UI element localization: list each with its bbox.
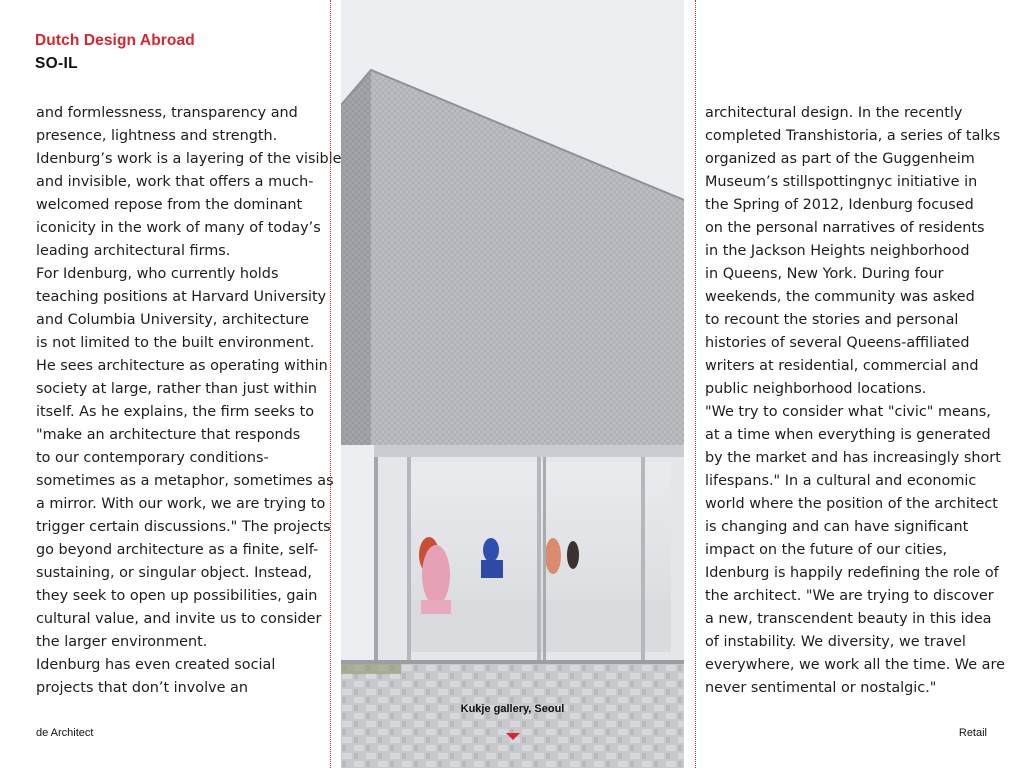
section-kicker: Dutch Design Abroad <box>35 32 195 49</box>
text-line: the architect. "We are trying to discover <box>705 588 994 604</box>
text-line: writers at residential, commercial and <box>705 358 979 374</box>
text-line: itself. As he explains, the firm seeks to <box>36 404 315 420</box>
text-line: architectural design. In the recently <box>705 105 963 121</box>
text-line: public neighborhood locations. <box>705 381 927 397</box>
text-line: society at large, rather than just within <box>36 381 318 397</box>
text-line: never sentimental or nostalgic." <box>705 680 937 696</box>
text-line: "We try to consider what "civic" means, <box>705 404 991 420</box>
text-line: trigger certain discussions." The projects <box>36 519 331 535</box>
text-line: the larger environment. <box>36 634 208 650</box>
footer-section: Retail <box>958 727 987 739</box>
text-line: everywhere, we work all the time. We are <box>705 657 1005 673</box>
text-line: a new, transcendent beauty in this idea <box>705 611 992 627</box>
column-divider-left <box>330 0 331 768</box>
caret-down-icon <box>506 733 520 740</box>
photo-caption: Kukje gallery, Seoul <box>460 703 565 715</box>
column-divider-right <box>695 0 696 768</box>
text-line: they seek to open up possibilities, gain <box>36 588 318 604</box>
text-line: For Idenburg, who currently holds <box>36 266 279 282</box>
text-line: is not limited to the built environment. <box>36 335 315 351</box>
text-line: Idenburg has even created social <box>36 657 276 673</box>
text-line: completed Transhistoria, a series of talks <box>705 128 1001 144</box>
text-line: histories of several Queens-affiliated <box>705 335 970 351</box>
building-illustration <box>341 0 684 768</box>
text-line: Museum’s stillspottingnyc initiative in <box>705 174 978 190</box>
text-line: is changing and can have significant <box>705 519 969 535</box>
text-line: Idenburg is happily redefining the role of <box>705 565 999 581</box>
text-line: at a time when everything is generated <box>705 427 991 443</box>
text-line: iconicity in the work of many of today’s <box>36 220 321 236</box>
gallery-photo <box>341 0 684 768</box>
text-line: to recount the stories and personal <box>705 312 959 328</box>
text-line: the Spring of 2012, Idenburg focused <box>705 197 974 213</box>
left-text-column <box>36 102 342 700</box>
text-line: projects that don’t involve an <box>36 680 248 696</box>
footer-publication: de Architect <box>36 727 94 739</box>
text-line: lifespans." In a cultural and economic <box>705 473 977 489</box>
article-title: SO-IL <box>35 55 78 72</box>
text-line: leading architectural firms. <box>36 243 231 259</box>
text-line: teaching positions at Harvard University <box>36 289 327 305</box>
text-line: Idenburg’s work is a layering of the visible <box>36 151 342 167</box>
text-line: cultural value, and invite us to consider <box>36 611 322 627</box>
text-line: organized as part of the Guggenheim <box>705 151 975 167</box>
text-line: a mirror. With our work, we are trying to <box>36 496 326 512</box>
text-line: sustaining, or singular object. Instead, <box>36 565 312 581</box>
text-line: sometimes as a metaphor, sometimes as <box>36 473 334 489</box>
text-line: He sees architecture as operating within <box>36 358 328 374</box>
text-line: presence, lightness and strength. <box>36 128 278 144</box>
text-line: on the personal narratives of residents <box>705 220 985 236</box>
text-line: "make an architecture that responds <box>36 427 301 443</box>
text-line: and invisible, work that offers a much- <box>36 174 314 190</box>
text-line: welcomed repose from the dominant <box>36 197 303 213</box>
text-line: in Queens, New York. During four <box>705 266 944 282</box>
text-line: and Columbia University, architecture <box>36 312 309 328</box>
text-line: by the market and has increasingly short <box>705 450 1001 466</box>
text-line: of instability. We diversity, we travel <box>705 634 966 650</box>
text-line: in the Jackson Heights neighborhood <box>705 243 970 259</box>
text-line: and formlessness, transparency and <box>36 105 298 121</box>
right-text-column <box>705 102 1005 700</box>
text-line: weekends, the community was asked <box>705 289 975 305</box>
text-line: go beyond architecture as a finite, self- <box>36 542 319 558</box>
text-line: world where the position of the architect <box>705 496 998 512</box>
text-line: to our contemporary conditions- <box>36 450 269 466</box>
text-line: impact on the future of our cities, <box>705 542 948 558</box>
